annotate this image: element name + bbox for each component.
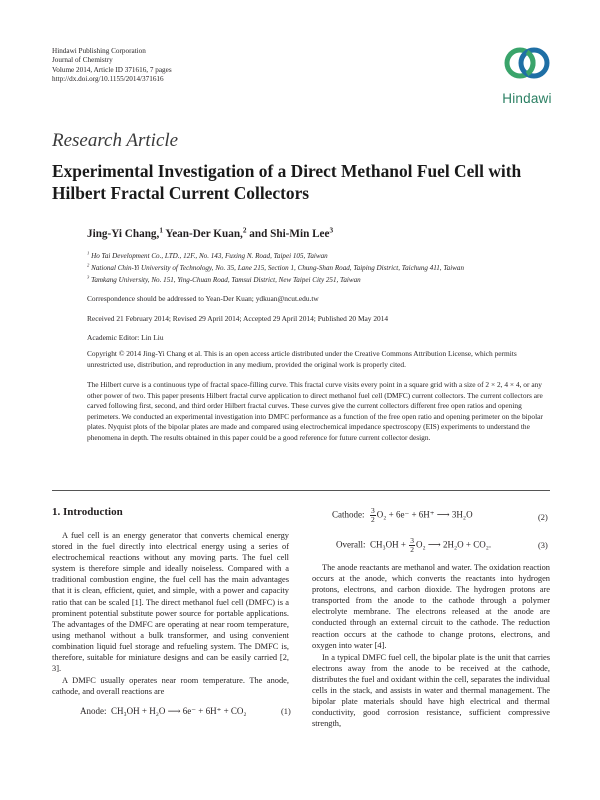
body-column-left [52, 530, 289, 697]
author-list [87, 228, 333, 240]
section-divider [52, 490, 550, 491]
paragraph: A DMFC usually operates near room temperature. The anode, cathode, and overall reactions are [52, 676, 289, 697]
affiliation [87, 262, 464, 274]
affiliation [87, 274, 464, 286]
equation-label: Anode: [80, 706, 107, 716]
equation-expression: CH₃OH + H₂O ⟶ 6e⁻ + 6H⁺ + CO₂ [111, 706, 247, 716]
equation-expression: O₂ ⟶ 2H₂O + CO₂. [415, 539, 492, 550]
affiliations [87, 250, 464, 287]
volume-info: Volume 2014, Article ID 371616, 7 pages [52, 65, 172, 74]
affiliation-text: Ho Tai Development Co., LTD., 12F., No. 143, Fuxing N. Road, Taipei 105, Taiwan [91, 252, 328, 260]
author-name: and Shi-Min Lee [249, 228, 330, 240]
hindawi-logo [498, 44, 556, 106]
abstract: The Hilbert curve is a continuous type of fractal space-filling curve. This fractal curve visits every point in a square grid with a size of 2 × 2, 4 × 4, or any other power of two. This paper presents Hilbert fractal curve application to direct methanol fuel cell (DMFC) current collectors. The current collectors are carved following first, second, and third order Hilbert fractal curves. These curves give the current collectors different free open ratios and opening perimeters. We conducted an experimental investigation into DMFC performance as a function of the free open ratio and opening perimeter on the bipolar plates. Nyquist plots of the bipolar plates are made and compared using electrochemical impedance spectroscopy (EIS) experiments to understand the phenomena in depth. The results obtained in this paper could be a good reference for future current collector design. [87, 380, 543, 442]
author-sup: 2 [242, 226, 247, 235]
author-sup: 3 [329, 226, 334, 235]
publisher-header [52, 47, 172, 84]
body-column-right [312, 562, 550, 729]
doi-link[interactable]: http://dx.doi.org/10.1155/2014/371616 [52, 74, 164, 83]
equation-expression: O₂ + 6e⁻ + 6H⁺ ⟶ 3H₂O [376, 509, 473, 520]
equation-label: Cathode: [332, 509, 365, 520]
fraction: $\frac{3}{2}$ [371, 506, 375, 524]
logo-text: Hindawi [502, 91, 552, 106]
affiliation-sup: 3 [87, 275, 90, 281]
correspondence: Correspondence should be addressed to Yean-Der Kuan; ydkuan@ncut.edu.tw [87, 294, 319, 303]
affiliation [87, 250, 464, 262]
paragraph: In a typical DMFC fuel cell, the bipolar plate is the unit that carries electrons away from the anode to be received at the cathode, distributes the fuel and oxidant within the cell, separates the individual cells in the stack, and assists in water and thermal management. The bipolar plate materials should have high electrical and thermal conductivity, good corrosion resistance, sufficient compressive strength, [312, 652, 550, 729]
publisher-name: Hindawi Publishing Corporation [52, 47, 146, 55]
equation-label: Overall: [336, 539, 366, 550]
article-dates: Received 21 February 2014; Revised 29 April 2014; Accepted 29 April 2014; Published 20 May 2014 [87, 314, 389, 323]
academic-editor: Academic Editor: Lin Liu [87, 333, 164, 342]
affiliation-text: National Chin-Yi University of Technology, No. 35, Lane 215, Section 1, Chung-Shan Road, Taiping District, Taichung 411, Taiwan [91, 264, 464, 273]
paragraph: A fuel cell is an energy generator that converts chemical energy stored in the fuel directly into electrical energy using a series of electrochemical reactions without any moving parts. The fuel cell system is therefore simple and ideally noiseless. Compared with a traditional combustion engine, the fuel cell has the main advantages that it is clean, efficient, quiet, and simple, with a power and capacity ratio that can be scaled [1]. The direct methanol fuel cell (DMFC) is a prominent potential substitute power source for portable applications. The advantages of the DMFC are operating at near room temperature, using methanol without a bulk transformer, and using convenient combination liquid fuel storage and refueling system. The DMFC is, therefore, suitable for miniature designs and can be easily carried [2, 3]. [52, 531, 289, 674]
fraction: $\frac{3}{2}$ [410, 536, 414, 554]
affiliation-sup: 2 [87, 262, 90, 268]
author-name: Jing-Yi Chang, [87, 228, 160, 240]
author-sup: 1 [159, 226, 163, 235]
equation-number: (1) [281, 707, 291, 716]
affiliation-text: Tamkang University, No. 151, Ying-Chuan Road, Tamsui District, New Taipei City 251, Taiwan [91, 276, 361, 285]
article-type: Research Article [52, 130, 179, 151]
page-title: Experimental Investigation of a Direct Methanol Fuel Cell with Hilbert Fractal Current Collectors [52, 161, 522, 203]
copyright-notice: Copyright © 2014 Jing-Yi Chang et al. This is an open access article distributed under the Creative Commons Attribution License, which permits unrestricted use, distribution, and reproduction in any medium, provided the original work is properly cited. [87, 349, 517, 369]
hindawi-logo-icon [498, 44, 556, 86]
section-heading: 1. Introduction [52, 506, 123, 518]
affiliation-sup: 1 [87, 250, 90, 256]
equation-number: (2) [538, 513, 548, 522]
journal-name: Journal of Chemistry [52, 56, 113, 65]
equation-1 [80, 706, 247, 717]
equation-2 [332, 507, 473, 524]
equation-number: (3) [538, 541, 548, 550]
author-name: Yean-Der Kuan, [165, 228, 243, 240]
equation-3 [336, 537, 491, 554]
equation-prefix: CH₃OH + [370, 539, 406, 550]
paragraph: The anode reactants are methanol and water. The oxidation reaction occurs at the anode, which converts the reactants into hydrogen protons, electrons, and carbon dioxide. The hydrogen protons are transported from the anode to the cathode through a polymer electrolyte membrane. The electrons released at the anode are conducted through an external circuit to the cathode. The reduction reaction occurs at the cathode to change protons, electrons, and oxygen into water [4]. [312, 563, 550, 650]
